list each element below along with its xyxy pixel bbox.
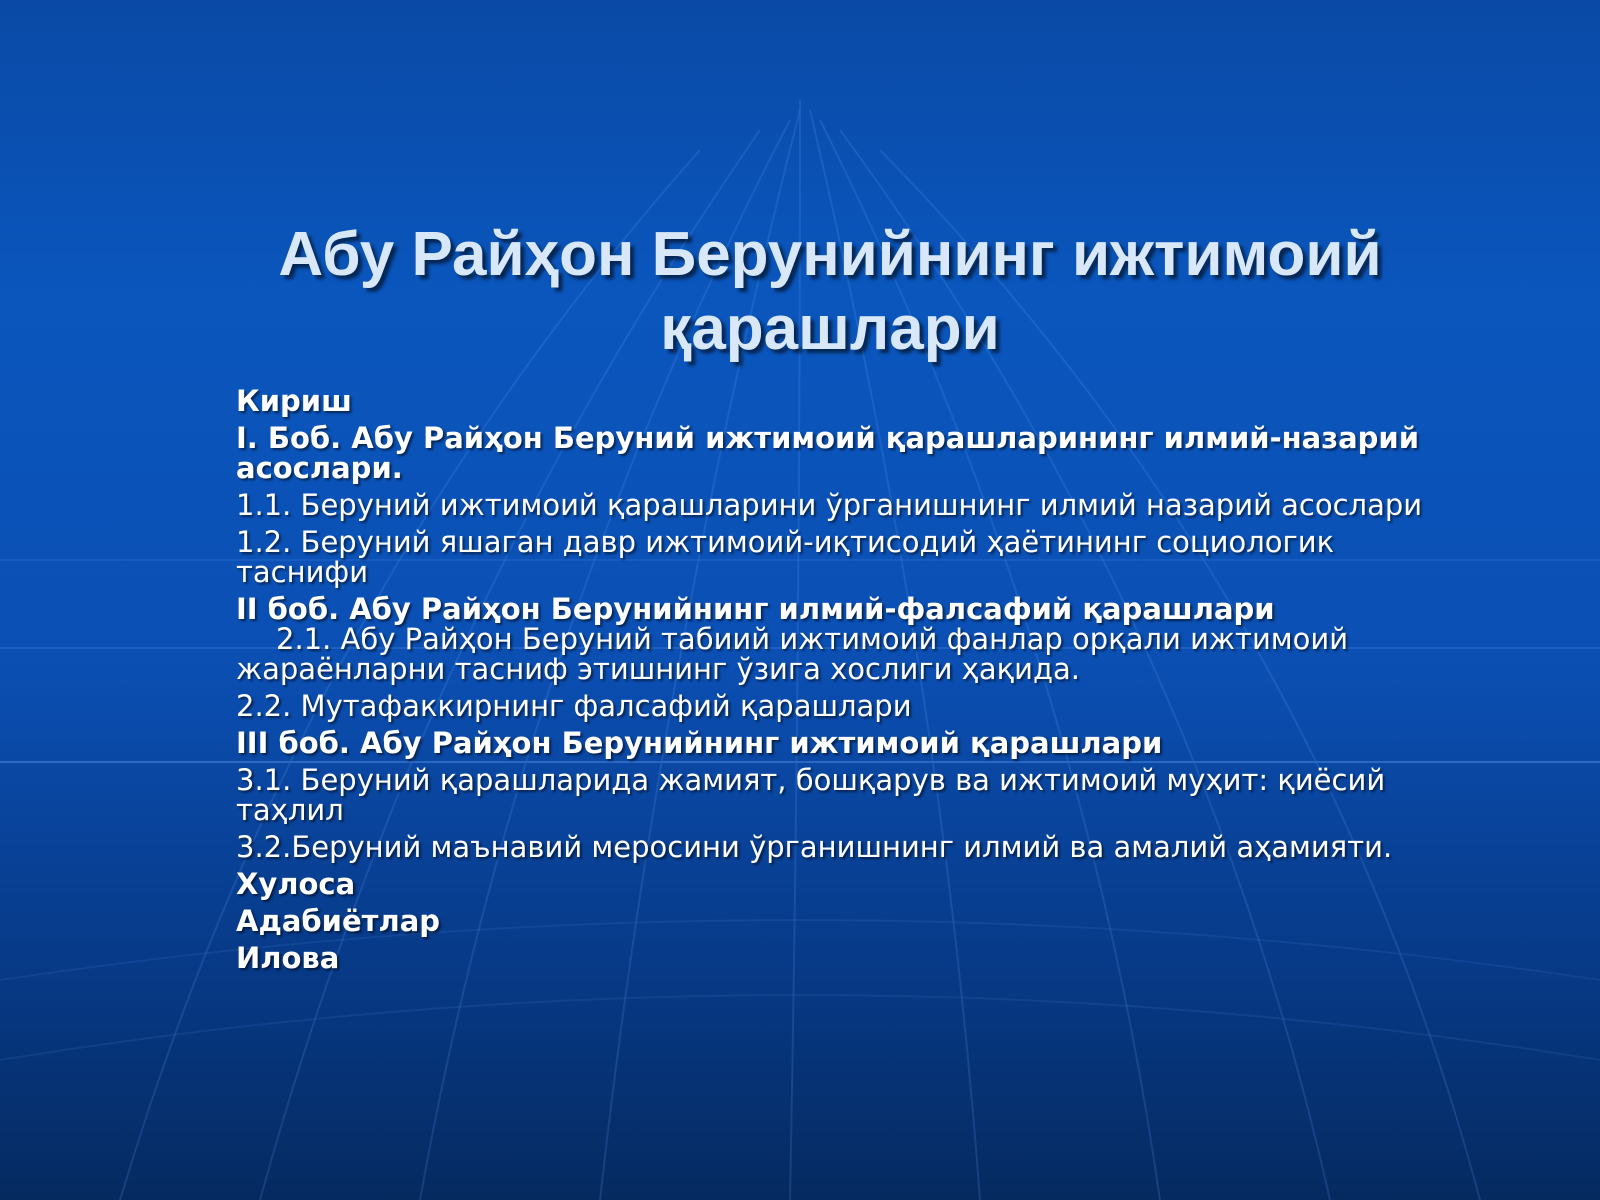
toc-item-chapter-3: III боб. Абу Райҳон Берунийнинг ижтимоий қарашлари	[236, 726, 1163, 760]
toc-item-2-2: 2.2. Мутафаккирнинг фалсафий қарашлари	[236, 689, 912, 723]
table-of-contents	[236, 386, 1466, 980]
slide-title: Абу Райҳон Берунийнинг ижтимоий қарашлари	[278, 220, 1382, 363]
toc-item-3-1: 3.1. Беруний қарашларида жамият, бошқарув ва ижтимоий муҳит: қиёсий таҳлил	[236, 763, 1386, 827]
toc-item-1-2: 1.2. Беруний яшаган давр ижтимоий-иқтисодий ҳаётининг социологик таснифи	[236, 525, 1335, 589]
toc-item-references: Адабиётлар	[236, 904, 441, 938]
toc-item-chapter-1: I. Боб. Абу Райҳон Беруний ижтимоий қарашларининг илмий-назарий асослари.	[236, 421, 1420, 485]
toc-item-appendix: Илова	[236, 941, 340, 975]
toc-item-1-1: 1.1. Беруний ижтимоий қарашларини ўрганишнинг илмий назарий асослари	[236, 488, 1423, 522]
toc-item-3-2: 3.2.Беруний маънавий меросини ўрганишнинг илмий ва амалий аҳамияти.	[236, 830, 1393, 864]
toc-item-introduction: Кириш	[236, 384, 352, 418]
toc-item-chapter-2: II боб. Абу Райҳон Берунийнинг илмий-фалсафий қарашлари	[236, 592, 1275, 626]
toc-item-conclusion: Хулоса	[236, 867, 356, 901]
toc-item-2-1: 2.1. Абу Райҳон Беруний табиий ижтимоий фанлар орқали ижтимоий жараёнларни тасниф этишнинг ўзига хослиги ҳақида.	[236, 622, 1349, 686]
